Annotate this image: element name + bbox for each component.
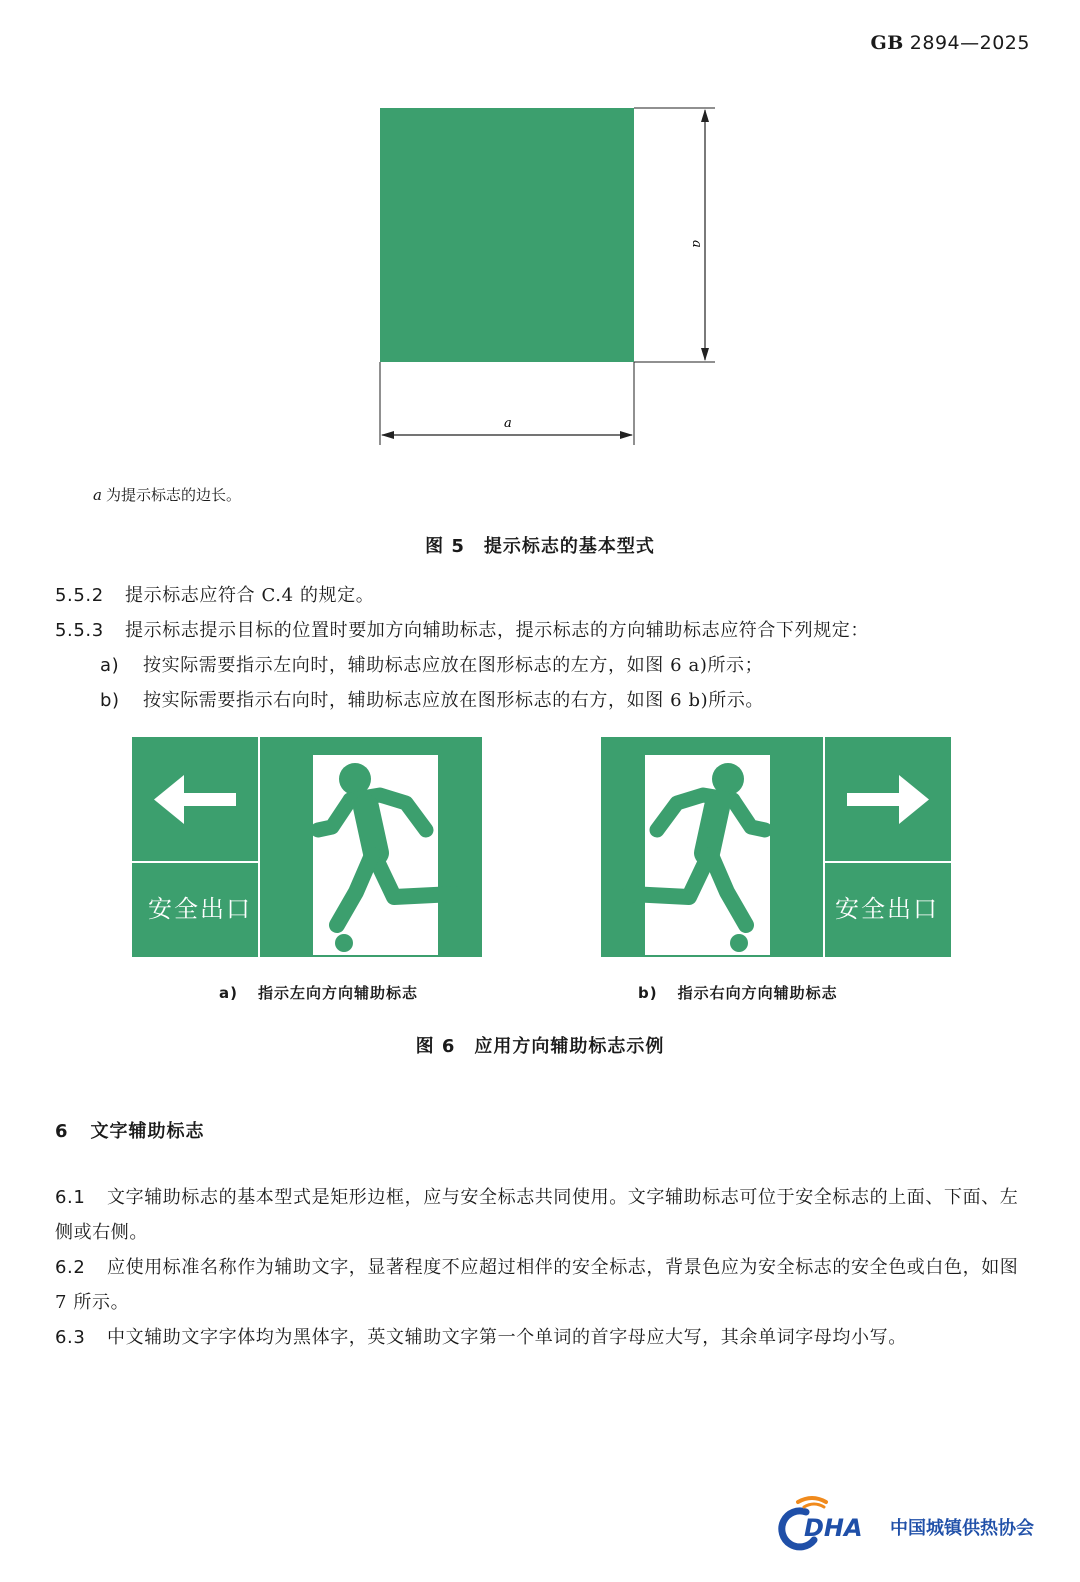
clause-number: 5.5.2 bbox=[55, 585, 104, 606]
clause-5-5-2 bbox=[55, 578, 374, 613]
section-number: 6 bbox=[55, 1121, 69, 1142]
figure5-diagram bbox=[370, 100, 730, 460]
subfigure-text: 指示左向方向辅助标志 bbox=[257, 984, 418, 1002]
clause-6-3 bbox=[55, 1320, 1055, 1355]
exit-sign-label: 安全出口 bbox=[835, 895, 939, 923]
logo-mark-icon bbox=[778, 1492, 1058, 1552]
clause-text: 提示标志应符合 C.4 的规定。 bbox=[125, 585, 375, 606]
vertical-dimension-label: a bbox=[689, 240, 704, 248]
clause-number: 6.2 bbox=[55, 1257, 86, 1278]
clause-text: 中文辅助文字字体均为黑体字，英文辅助文字第一个单词的首字母应大写，其余单词字母均小写。 bbox=[107, 1327, 907, 1348]
list-text: 按实际需要指示左向时，辅助标志应放在图形标志的左方，如图 6 a)所示； bbox=[143, 655, 764, 676]
subfigure-b-caption bbox=[638, 982, 838, 1003]
clause-text: 应使用标准名称作为辅助文字，显著程度不应超过相伴的安全标志，背景色应为安全标志的安全色或白色，如图 7 所示。 bbox=[55, 1257, 1019, 1313]
exit-sign-left bbox=[132, 737, 482, 957]
list-text: 按实际需要指示右向时，辅助标志应放在图形标志的右方，如图 6 b)所示。 bbox=[143, 690, 765, 711]
horizontal-dimension-label: a bbox=[504, 416, 512, 431]
clause-5-5-3 bbox=[55, 613, 869, 648]
standard-code bbox=[870, 32, 1030, 54]
subfigure-marker: a) bbox=[219, 984, 238, 1002]
subfigure-text: 指示右向方向辅助标志 bbox=[677, 984, 838, 1002]
exit-sign-right bbox=[601, 737, 951, 957]
clause-number: 6.1 bbox=[55, 1187, 86, 1208]
clause-number: 5.5.3 bbox=[55, 620, 104, 641]
figure6-caption: 图 6 应用方向辅助标志示例 bbox=[415, 1036, 665, 1057]
standard-prefix: GB bbox=[870, 32, 904, 54]
running-man-door-icon bbox=[629, 755, 770, 955]
logo-organization: 中国城镇供热协会 bbox=[890, 1518, 1034, 1539]
standard-number: 2894—2025 bbox=[909, 32, 1030, 54]
clause-number: 6.3 bbox=[55, 1327, 86, 1348]
subfigure-a-caption bbox=[219, 982, 418, 1003]
safety-sign-square bbox=[380, 108, 634, 362]
list-marker: b) bbox=[100, 690, 120, 711]
clause-6-1 bbox=[55, 1180, 1035, 1250]
clause-text: 文字辅助标志的基本型式是矩形边框，应与安全标志共同使用。文字辅助标志可位于安全标志的上面、下面、左侧或右侧。 bbox=[55, 1187, 1019, 1243]
list-marker: a) bbox=[100, 655, 120, 676]
note-variable: a bbox=[93, 486, 102, 504]
clause-6-2 bbox=[55, 1250, 1035, 1320]
logo-abbreviation: DHA bbox=[804, 1514, 863, 1542]
section-title: 文字辅助标志 bbox=[90, 1121, 205, 1142]
running-man-door-icon bbox=[313, 755, 454, 955]
list-item-a bbox=[100, 648, 763, 683]
clause-text: 提示标志提示目标的位置时要加方向辅助标志，提示标志的方向辅助标志应符合下列规定： bbox=[125, 620, 869, 641]
section-6-heading bbox=[55, 1117, 205, 1143]
cdha-logo bbox=[778, 1492, 1058, 1552]
subfigure-marker: b) bbox=[638, 984, 658, 1002]
figure5-caption: 图 5 提示标志的基本型式 bbox=[425, 536, 655, 557]
list-item-b bbox=[100, 683, 764, 718]
figure5-note bbox=[93, 484, 241, 505]
exit-sign-label: 安全出口 bbox=[148, 895, 252, 923]
note-text: 为提示标志的边长。 bbox=[105, 486, 241, 504]
